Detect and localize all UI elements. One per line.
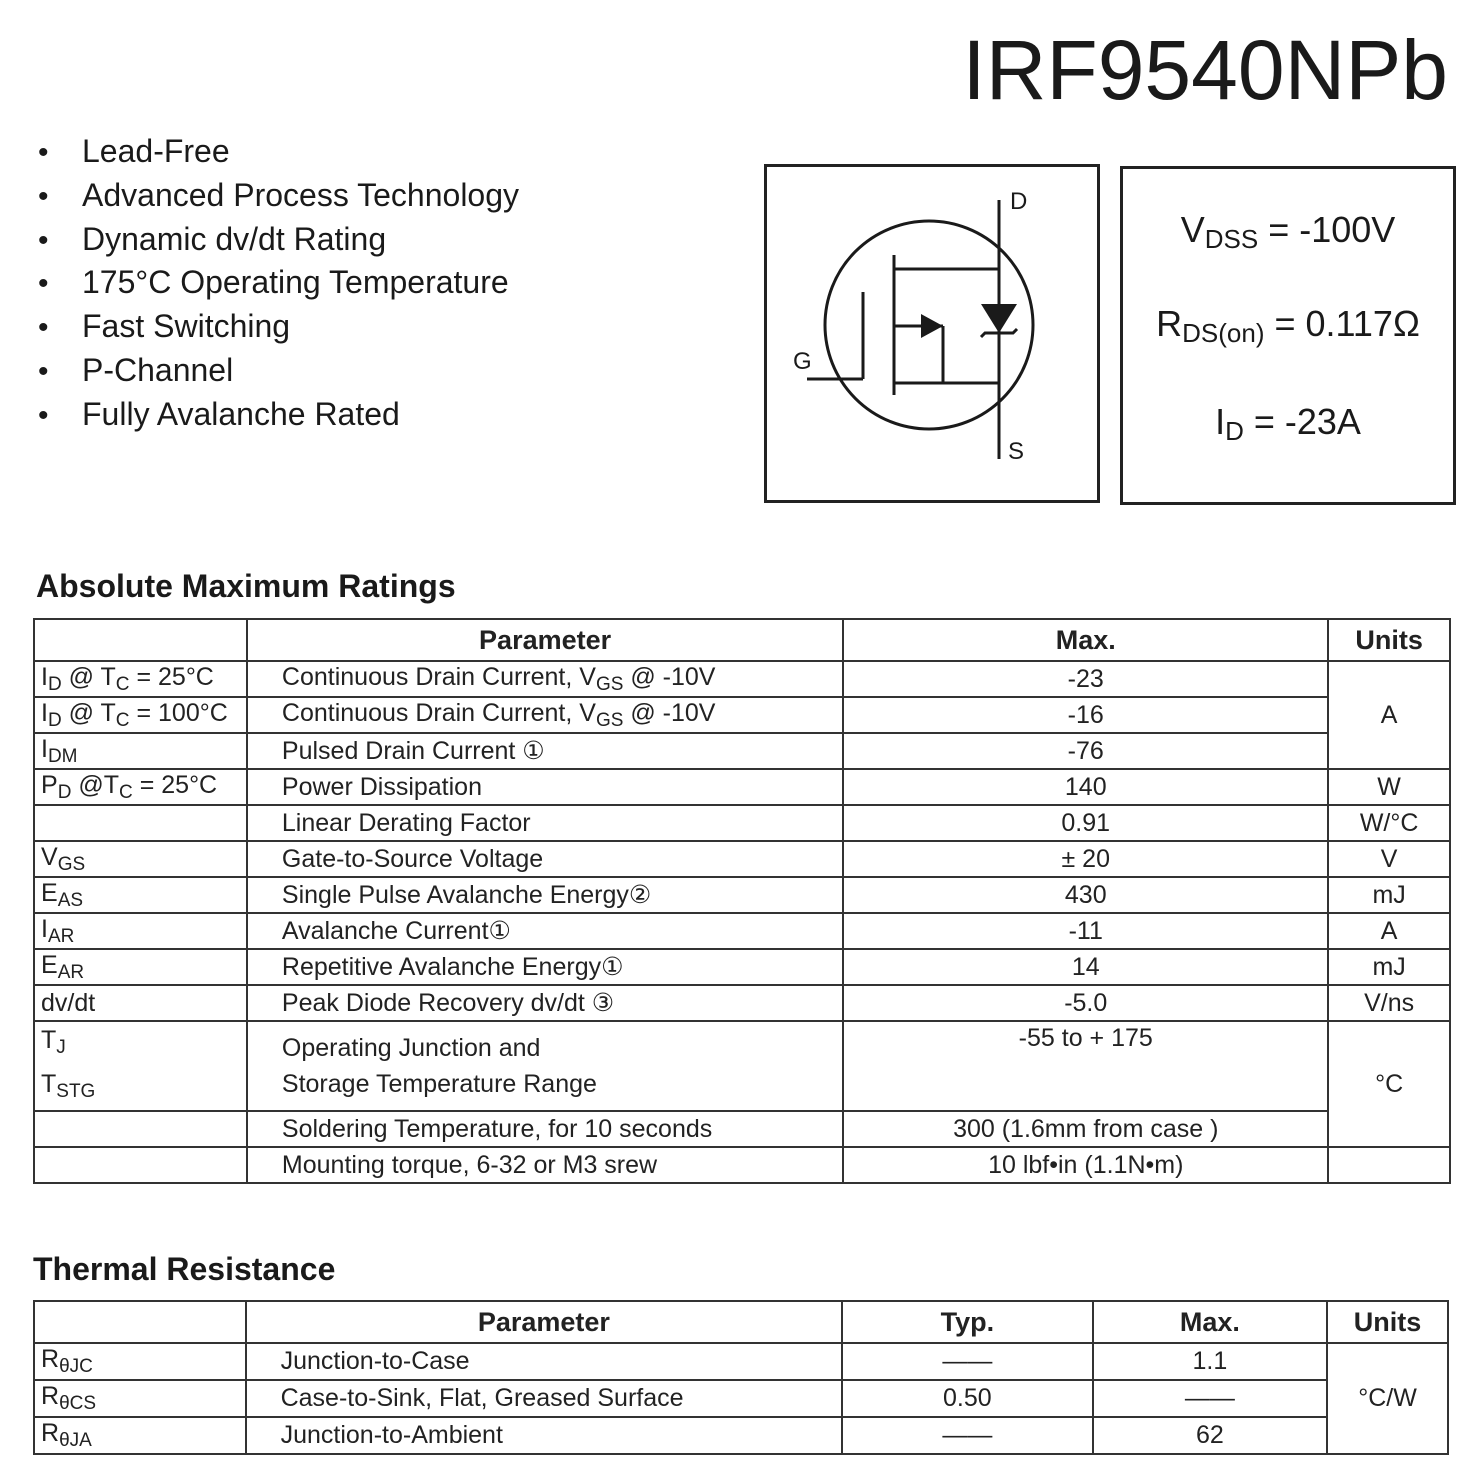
parameter-cell: Linear Derating Factor: [247, 805, 843, 841]
table-row: [34, 1111, 1450, 1147]
symbol-cell: $E_{AR}$: [34, 949, 247, 985]
parameter-cell: Case-to-Sink, Flat, Greased Surface: [246, 1380, 843, 1417]
feature-item: [38, 349, 519, 393]
max-cell: -11: [843, 913, 1328, 949]
bullet-icon: •: [38, 179, 49, 213]
thermal-resistance-table: [33, 1300, 1449, 1455]
symbol-cell: $R_{\theta JA}$: [34, 1417, 246, 1454]
max-cell: ± 20: [843, 841, 1328, 877]
max-cell: 300 (1.6mm from case ): [843, 1111, 1328, 1147]
header-units: Units: [1327, 1301, 1448, 1343]
spec-rds-on: [1123, 303, 1453, 349]
parameter-cell: Mounting torque, 6-32 or M3 srew: [247, 1147, 843, 1183]
amr-heading: Absolute Maximum Ratings: [36, 568, 456, 604]
spec-value: = 0.117Ω: [1264, 303, 1420, 344]
max-cell: -16: [843, 697, 1328, 733]
parameter-cell: Junction-to-Case: [246, 1343, 843, 1380]
feature-item: [38, 130, 519, 174]
bullet-icon: •: [38, 311, 49, 345]
symbol-cell: $I_D$ @ $T_C = 100^\circ C$: [34, 697, 247, 733]
typ-cell: ——: [842, 1343, 1092, 1380]
units-cell: A: [1328, 913, 1450, 949]
typ-cell: 0.50: [842, 1380, 1092, 1417]
spec-value: = -23A: [1243, 401, 1361, 442]
p-channel-mosfet-symbol-icon: [767, 167, 1097, 500]
drain-label: D: [1010, 188, 1028, 215]
feature-list: [38, 130, 519, 437]
feature-label: Lead-Free: [82, 133, 230, 169]
table-row: [34, 841, 1450, 877]
max-cell: 10 lbf•in (1.1N•m): [843, 1147, 1328, 1183]
header-max: Max.: [1093, 1301, 1328, 1343]
feature-label: Fast Switching: [82, 308, 291, 345]
parameter-cell: Repetitive Avalanche Energy①: [247, 949, 843, 985]
table-row: [34, 805, 1450, 841]
spec-symbol: R: [1156, 303, 1183, 344]
units-cell: mJ: [1328, 877, 1450, 913]
table-row: [34, 1380, 1448, 1417]
table-row: [34, 661, 1450, 697]
part-number-title: IRF9540NPb: [962, 23, 1448, 117]
symbol-cell: $I_{DM}$: [34, 733, 247, 769]
units-cell: mJ: [1328, 949, 1450, 985]
feature-label: 175°C Operating Temperature: [82, 264, 509, 301]
units-cell: W: [1328, 769, 1450, 805]
max-cell: -55 to + 175: [843, 1021, 1328, 1111]
parameter-cell: Soldering Temperature, for 10 seconds: [247, 1111, 843, 1147]
parameter-cell: Pulsed Drain Current ①: [247, 733, 843, 769]
spec-subscript: DS(on): [1182, 318, 1265, 348]
gate-label: G: [793, 348, 812, 375]
parameter-cell: Avalanche Current①: [247, 913, 843, 949]
bullet-icon: •: [38, 354, 49, 388]
symbol-cell: $I_D$ @ $T_C = 25^\circ C$: [34, 661, 247, 697]
table-row: [34, 913, 1450, 949]
table-row: [34, 985, 1450, 1021]
units-cell: A: [1328, 661, 1450, 769]
spec-id: [1123, 401, 1453, 447]
symbol-cell: [34, 1147, 247, 1183]
spec-symbol: V: [1180, 209, 1205, 250]
spec-value: = -100V: [1258, 209, 1396, 250]
symbol-cell: [34, 805, 247, 841]
feature-label: P-Channel: [82, 351, 234, 388]
header-parameter: Parameter: [247, 619, 843, 661]
max-cell: -23: [843, 661, 1328, 697]
symbol-cell: $R_{\theta JC}$: [34, 1343, 246, 1380]
units-cell: W/°C: [1328, 805, 1450, 841]
header-symbol: [34, 619, 247, 661]
table-row: [34, 697, 1450, 733]
parameter-cell: Power Dissipation: [247, 769, 843, 805]
feature-item: [38, 305, 519, 349]
max-cell: 430: [843, 877, 1328, 913]
parameter-cell: Continuous Drain Current, $V_{GS}$ @ -10V: [247, 697, 843, 733]
symbol-cell: $I_{AR}$: [34, 913, 247, 949]
table-row: [34, 733, 1450, 769]
parameter-cell: Continuous Drain Current, $V_{GS}$ @ -10V: [247, 661, 843, 697]
table-row: [34, 1021, 1450, 1111]
table-header-row: [34, 619, 1450, 661]
header-typ: Typ.: [842, 1301, 1092, 1343]
feature-item: [38, 393, 519, 437]
key-specs-box: [1120, 166, 1456, 505]
table-row: [34, 949, 1450, 985]
units-cell: °C/W: [1327, 1343, 1448, 1454]
symbol-cell: [34, 1111, 247, 1147]
table-row: [34, 1417, 1448, 1454]
table-row: [34, 877, 1450, 913]
feature-item: [38, 218, 519, 262]
max-cell: 62: [1093, 1417, 1328, 1454]
units-cell: [1328, 1147, 1450, 1183]
absolute-maximum-ratings-table: [33, 618, 1451, 1184]
max-cell: 0.91: [843, 805, 1328, 841]
symbol-cell: $R_{\theta CS}$: [34, 1380, 246, 1417]
table-row: [34, 769, 1450, 805]
table-row: [34, 1147, 1450, 1183]
symbol-cell: $V_{GS}$: [34, 841, 247, 877]
bullet-icon: •: [38, 223, 49, 257]
feature-label: Advanced Process Technology: [82, 176, 520, 213]
header-parameter: Parameter: [246, 1301, 843, 1343]
table-header-row: [34, 1301, 1448, 1343]
units-cell: °C: [1328, 1021, 1450, 1147]
bullet-icon: •: [38, 136, 49, 169]
symbol-cell: $E_{AS}$: [34, 877, 247, 913]
parameter-cell: Junction-to-Ambient: [246, 1417, 843, 1454]
header-units: Units: [1328, 619, 1450, 661]
symbol-cell: dv/dt: [34, 985, 247, 1021]
header-symbol: [34, 1301, 246, 1343]
max-cell: -5.0: [843, 985, 1328, 1021]
feature-item: [38, 174, 519, 218]
max-cell: -76: [843, 733, 1328, 769]
feature-item: [38, 261, 519, 305]
typ-cell: ——: [842, 1417, 1092, 1454]
table-row: [34, 1343, 1448, 1380]
symbol-cell: $T_J$ $T_{STG}$: [34, 1021, 247, 1111]
parameter-cell: Single Pulse Avalanche Energy②: [247, 877, 843, 913]
mosfet-symbol-box: [764, 164, 1100, 503]
units-cell: V/ns: [1328, 985, 1450, 1021]
header-max: Max.: [843, 619, 1328, 661]
max-cell: 14: [843, 949, 1328, 985]
feature-label: Fully Avalanche Rated: [82, 395, 400, 432]
bullet-icon: •: [38, 398, 49, 432]
source-label: S: [1008, 438, 1025, 465]
max-cell: 1.1: [1093, 1343, 1328, 1380]
symbol-cell: $P_D$ $@T_C = 25^\circ C$: [34, 769, 247, 805]
units-cell: V: [1328, 841, 1450, 877]
feature-label: Dynamic dv/dt Rating: [82, 220, 387, 257]
spec-vdss: [1123, 209, 1453, 255]
parameter-cell: Operating Junction and Storage Temperature Range: [247, 1021, 843, 1111]
max-cell: ——: [1093, 1380, 1328, 1417]
spec-symbol: I: [1215, 401, 1226, 442]
parameter-cell: Peak Diode Recovery dv/dt ③: [247, 985, 843, 1021]
spec-subscript: D: [1225, 416, 1244, 446]
parameter-cell: Gate-to-Source Voltage: [247, 841, 843, 877]
thermal-heading: Thermal Resistance: [33, 1251, 336, 1287]
spec-subscript: DSS: [1204, 224, 1259, 254]
max-cell: 140: [843, 769, 1328, 805]
bullet-icon: •: [38, 267, 49, 301]
